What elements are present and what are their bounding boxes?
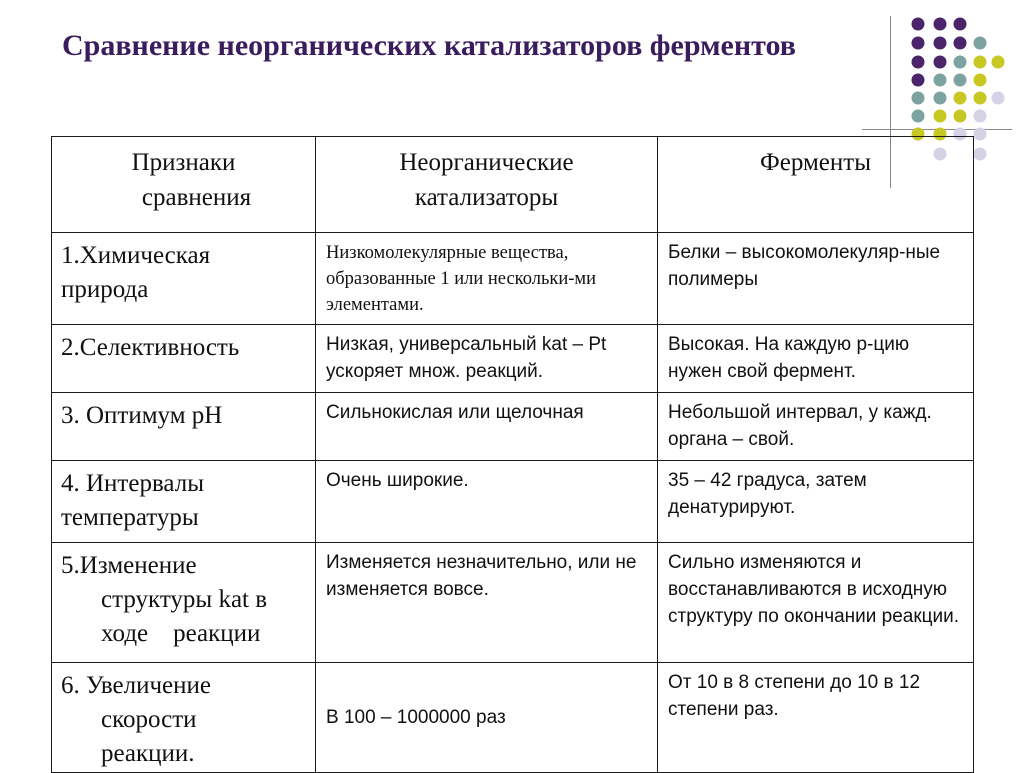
- row4-enzymes: 35 – 42 градуса, затем денатурируют.: [658, 461, 974, 543]
- comparison-table: [51, 136, 974, 773]
- row5-inorganic: Изменяется незначительно, или не изменяется вовсе.: [316, 543, 658, 663]
- criteria-line: температуры: [61, 504, 199, 531]
- header-criteria: [52, 137, 316, 233]
- row3-inorganic: Сильнокислая или щелочная: [316, 393, 658, 461]
- table-row: [52, 461, 974, 543]
- row5-criteria: [52, 543, 316, 663]
- row2-criteria: [52, 325, 316, 393]
- row6-criteria: [52, 663, 316, 773]
- criteria-line: скорости: [101, 706, 197, 733]
- row2-enzymes: Высокая. На каждую р-цию нужен свой фермент.: [658, 325, 974, 393]
- criteria-line: структуры kat в: [101, 586, 268, 613]
- criteria-line: 1.Химическая: [61, 242, 211, 269]
- criteria-line: 3. Оптимум pH: [61, 402, 223, 429]
- criteria-line: 5.Изменение: [61, 552, 197, 579]
- table-row: [52, 393, 974, 461]
- criteria-line: реакции.: [101, 740, 195, 767]
- row1-criteria: [52, 233, 316, 325]
- slide-title: Сравнение неорганических катализаторов ферментов: [62, 29, 796, 62]
- row4-criteria: [52, 461, 316, 543]
- criteria-line: 4. Интервалы: [61, 470, 205, 497]
- header-criteria-line1: Признаки: [131, 149, 236, 176]
- header-criteria-line2: сравнения: [141, 184, 252, 211]
- row1-inorganic: Низкомолекулярные вещества, образованные 1 или нескольки-ми элементами.: [316, 233, 658, 325]
- row3-criteria: [52, 393, 316, 461]
- table-row: [52, 543, 974, 663]
- table-row: [52, 233, 974, 325]
- table-header-row: [52, 137, 974, 233]
- row3-enzymes: Небольшой интервал, у кажд. органа – свой.: [658, 393, 974, 461]
- criteria-line: ходе реакции: [101, 620, 261, 647]
- row6-enzymes: От 10 в 8 степени до 10 в 12 степени раз.: [658, 663, 974, 773]
- row1-enzymes: Белки – высокомолекуляр-ные полимеры: [658, 233, 974, 325]
- header-inorganic: [316, 137, 658, 233]
- criteria-line: 2.Селективность: [61, 334, 240, 361]
- row4-inorganic: Очень широкие.: [316, 461, 658, 543]
- header-inorganic-line1: Неорганические: [399, 149, 574, 176]
- table-row: [52, 663, 974, 773]
- criteria-line: 6. Увеличение: [61, 672, 212, 699]
- criteria-line: природа: [61, 276, 149, 303]
- header-enzymes: [658, 137, 974, 233]
- row2-inorganic: Низкая, универсальный kat – Pt ускоряет множ. реакций.: [316, 325, 658, 393]
- header-enzymes-text: Ферменты: [760, 149, 871, 176]
- row6-inorganic: В 100 – 1000000 раз: [316, 663, 658, 773]
- table-row: [52, 325, 974, 393]
- row5-enzymes: Сильно изменяются и восстанавливаются в исходную структуру по окончании реакции.: [658, 543, 974, 663]
- header-inorganic-line2: катализаторы: [414, 184, 559, 211]
